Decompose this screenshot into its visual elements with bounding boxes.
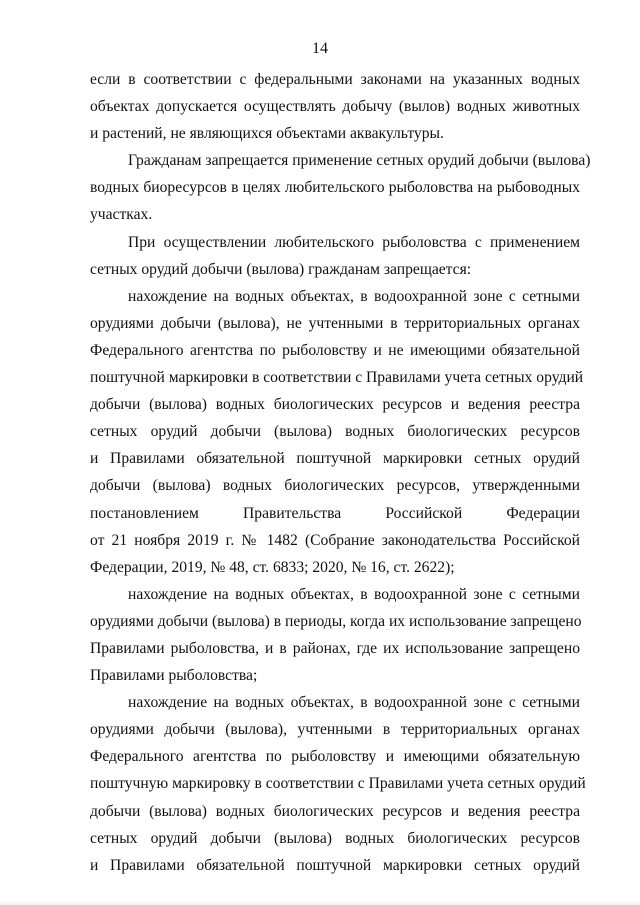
text-line: нахождение на водных объектах, в водоохранной зоне с сетными (128, 287, 580, 305)
scan-edge (0, 899, 640, 905)
text-line: орудиями добычи (вылова) в периоды, когда их использование запрещено (90, 612, 582, 630)
text-line: участках. (90, 206, 153, 224)
paragraph (90, 581, 580, 689)
paragraph (90, 229, 580, 283)
text-line: нахождение на водных объектах, в водоохранной зоне с сетными (128, 585, 580, 603)
paragraph (90, 689, 586, 879)
text-line: При осуществлении любительского рыболовства с применением (128, 233, 580, 251)
paragraph (90, 283, 584, 581)
text-line: орудиями добычи (вылова), не учтенными в территориальных органах (90, 314, 580, 332)
text-line: и Правилами обязательной поштучной маркировки сетных орудий (90, 450, 580, 468)
text-line: Правилами рыболовства, и в районах, где их использование запрещено (90, 639, 580, 657)
page-number: 14 (312, 40, 328, 57)
paragraph (90, 147, 591, 228)
text-line: поштучной маркировки в соответствии с Правилами учета сетных орудий (90, 369, 584, 387)
text-line: поштучную маркировку в соответствии с Правилами учета сетных орудий (90, 775, 586, 793)
text-line: Гражданам запрещается применение сетных орудий добычи (вылова) (128, 152, 591, 170)
document-body (90, 66, 591, 879)
text-line: и Правилами обязательной поштучной маркировки сетных орудий (90, 856, 580, 874)
paragraph (90, 66, 580, 147)
text-line: постановлением Правительства Российской Федерации (90, 504, 580, 522)
text-line: добычи (вылова) водных биологических ресурсов, утвержденными (90, 477, 580, 495)
text-line: Правилами рыболовства; (90, 667, 258, 685)
text-line: от 21 ноября 2019 г. № 1482 (Собрание законодательства Российской (90, 531, 580, 549)
text-line: Федерального агентства по рыболовству и не имеющими обязательной (90, 341, 580, 359)
text-line: орудиями добычи (вылова), учтенными в территориальных органах (90, 721, 580, 739)
text-line: сетных орудий добычи (вылова) водных биологических ресурсов (90, 829, 580, 847)
text-line: нахождение на водных объектах, в водоохранной зоне с сетными (128, 694, 580, 712)
text-line: и растений, не являющихся объектами аквакультуры. (90, 125, 444, 143)
text-line: если в соответствии с федеральными законами на указанных водных (90, 71, 580, 88)
text-line: водных биоресурсов в целях любительского рыболовства на рыбоводных (90, 179, 580, 197)
text-line: сетных орудий добычи (вылова) гражданам запрещается: (90, 260, 472, 278)
text-line: объектах допускается осуществлять добычу (вылов) водных животных (90, 98, 580, 116)
text-line: сетных орудий добычи (вылова) водных биологических ресурсов (90, 423, 580, 441)
text-line: добычи (вылова) водных биологических ресурсов и ведения реестра (90, 802, 580, 820)
text-line: Федерации, 2019, № 48, ст. 6833; 2020, № 16, ст. 2622); (90, 558, 455, 576)
text-line: Федерального агентства по рыболовству и имеющими обязательную (90, 748, 580, 766)
text-line: добычи (вылова) водных биологических ресурсов и ведения реестра (90, 396, 580, 414)
